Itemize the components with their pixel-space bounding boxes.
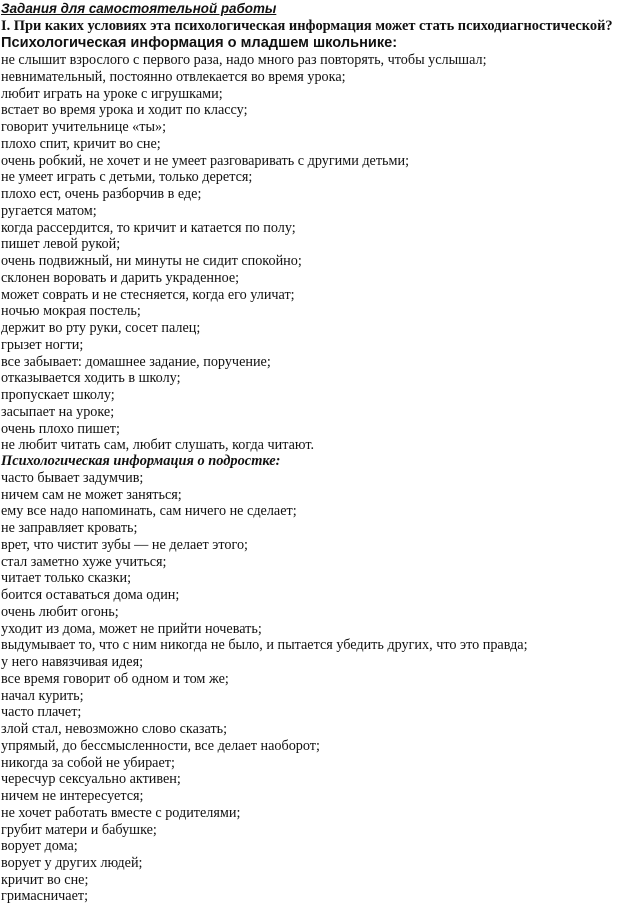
list-item: плохо спит, кричит во сне; <box>1 136 161 152</box>
list-item: очень подвижный, ни минуты не сидит спокойно; <box>1 253 302 269</box>
list-item: часто бывает задумчив; <box>1 470 144 486</box>
section-title-junior: Психологическая информация о младшем школьнике: <box>1 35 398 51</box>
list-item: ворует дома; <box>1 838 78 854</box>
task-heading: Задания для самостоятельной работы <box>1 1 277 16</box>
list-item: ворует у других людей; <box>1 855 143 871</box>
list-item: читает только сказки; <box>1 570 132 586</box>
list-item: не заправляет кровать; <box>1 520 138 536</box>
list-item: упрямый, до бессмысленности, все делает наоборот; <box>1 738 320 754</box>
list-item: не умеет играть с детьми, только дерется; <box>1 169 253 185</box>
list-item: склонен воровать и дарить украденное; <box>1 270 240 286</box>
list-item: засыпает на уроке; <box>1 404 115 420</box>
list-item: когда рассердится, то кричит и катается по полу; <box>1 220 296 236</box>
list-item: говорит учительнице «ты»; <box>1 119 167 135</box>
list-item: плохо ест, очень разборчив в еде; <box>1 186 202 202</box>
list-item: кричит во сне; <box>1 872 89 888</box>
list-item: выдумывает то, что с ним никогда не было, и пытается убедить других, что это правда; <box>1 637 528 653</box>
list-item: часто плачет; <box>1 704 82 720</box>
list-item: все время говорит об одном и том же; <box>1 671 229 687</box>
list-item: очень любит огонь; <box>1 604 119 620</box>
list-item: уходит из дома, может не прийти ночевать; <box>1 621 262 637</box>
list-item: не хочет работать вместе с родителями; <box>1 805 241 821</box>
list-item: пишет левой рукой; <box>1 236 121 252</box>
list-item: не любит читать сам, любит слушать, когда читают. <box>1 437 315 453</box>
list-item: очень плохо пишет; <box>1 421 120 437</box>
question-heading: I. При каких условиях эта психологическая информация может стать психодиагностической? <box>1 18 613 34</box>
list-item: ругается матом; <box>1 203 97 219</box>
list-item: пропускает школу; <box>1 387 115 403</box>
list-item: у него навязчивая идея; <box>1 654 144 670</box>
list-item: стал заметно хуже учиться; <box>1 554 167 570</box>
list-item: все забывает: домашнее задание, поручение; <box>1 354 271 370</box>
list-item: злой стал, невозможно слово сказать; <box>1 721 228 737</box>
list-item: ночью мокрая постель; <box>1 303 141 319</box>
list-item: чересчур сексуально активен; <box>1 771 181 787</box>
list-item: очень робкий, не хочет и не умеет разговаривать с другими детьми; <box>1 153 410 169</box>
list-item: врет, что чистит зубы — не делает этого; <box>1 537 248 553</box>
list-item: ему все надо напоминать, сам ничего не сделает; <box>1 503 297 519</box>
list-item: любит играть на уроке с игрушками; <box>1 86 223 102</box>
list-item: не слышит взрослого с первого раза, надо много раз повторять, чтобы услышал; <box>1 52 487 68</box>
list-item: может соврать и не стесняется, когда его уличат; <box>1 287 295 303</box>
list-item: встает во время урока и ходит по классу; <box>1 102 248 118</box>
list-item: невнимательный, постоянно отвлекается во время урока; <box>1 69 346 85</box>
list-item: грызет ногти; <box>1 337 84 353</box>
list-item: начал курить; <box>1 688 84 704</box>
list-item: ничем сам не может заняться; <box>1 487 182 503</box>
list-item: отказывается ходить в школу; <box>1 370 181 386</box>
list-item: боится оставаться дома один; <box>1 587 180 603</box>
list-item: гримасничает; <box>1 888 89 904</box>
section-title-teen: Психологическая информация о подростке: <box>1 453 281 469</box>
list-item: грубит матери и бабушке; <box>1 822 157 838</box>
list-item: ничем не интересуется; <box>1 788 144 804</box>
list-item: держит во рту руки, сосет палец; <box>1 320 201 336</box>
list-item: никогда за собой не убирает; <box>1 755 175 771</box>
